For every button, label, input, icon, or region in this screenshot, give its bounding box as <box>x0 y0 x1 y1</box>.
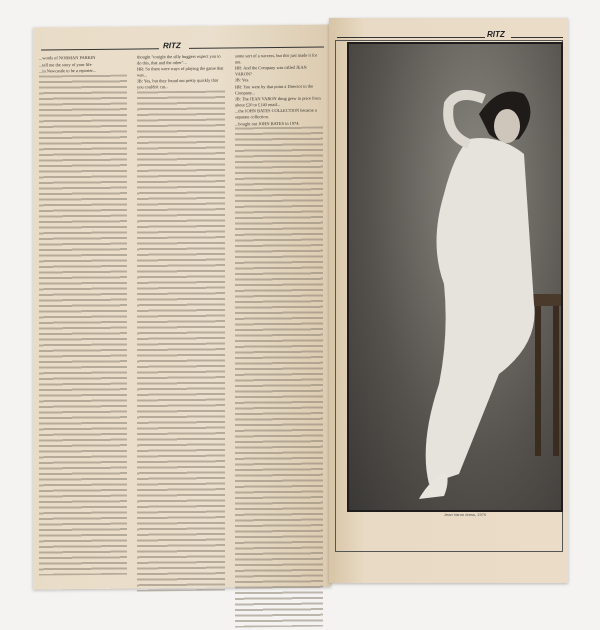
text-column-1 <box>39 55 127 576</box>
text-column-2 <box>137 54 225 591</box>
right-page <box>329 18 568 583</box>
article-text: HR: You were by that point a Director in the Company... <box>235 83 314 96</box>
article-text: JB: Yes. <box>235 77 250 83</box>
header-rule <box>41 48 159 50</box>
article-text: thought "tonight the silly buggers expect you to do this, that and the other"... <box>137 53 221 66</box>
article-body-lines <box>39 74 127 575</box>
article-text: ...in Newcastle to be a reporter... <box>39 68 96 74</box>
header-rule <box>189 47 324 49</box>
article-text: ...words of NORMAN PARKIN <box>39 54 96 61</box>
magazine-spread <box>33 18 568 588</box>
article-text: ...bought out JOHN BATES in 1974. <box>235 120 300 126</box>
article-text: ...the JOHN BATES COLLECTION became a separate collection. <box>235 107 317 120</box>
photo-caption: Jean Varon dress, 1970 <box>444 512 487 517</box>
article-text: HR: And the Company was called JEAN VARON? <box>235 64 307 77</box>
article-text: some sort of a success, but this just made it for me. <box>235 52 318 65</box>
article-text: HR: So there were ways of playing the game that was... <box>137 65 224 78</box>
header-rule <box>337 37 485 38</box>
article-body-lines <box>235 127 323 628</box>
fashion-photo <box>347 42 563 512</box>
article-body-lines <box>137 90 225 591</box>
magazine-logo: RITZ <box>163 41 181 51</box>
left-page <box>33 24 331 589</box>
text-column-3 <box>235 53 323 628</box>
article-text: ...tell me the story of your life <box>39 61 92 68</box>
article-text: JB: The JEAN VARON thing grew in price from about £20 to £140 retail... <box>235 95 321 108</box>
article-text: JB: Yes, but they found out pretty quickly that you couldn't cut... <box>137 77 218 90</box>
model-figure <box>349 44 561 510</box>
magazine-logo: RITZ <box>487 30 505 39</box>
header-rule <box>511 37 563 38</box>
